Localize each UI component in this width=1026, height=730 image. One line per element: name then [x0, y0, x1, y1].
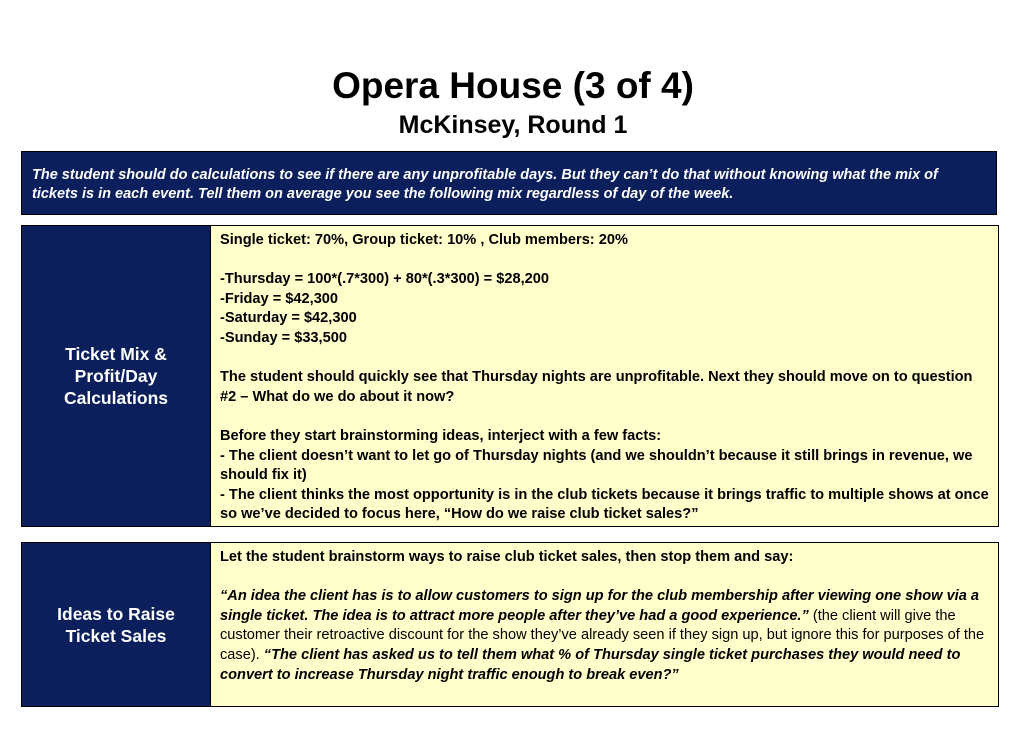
fact-item: - The client doesn’t want to let go of Thursday nights (and we shouldn’t because it still brings in revenue, we should fix it): [220, 447, 973, 484]
ticket-mix-text: Single ticket: 70%, Group ticket: 10% , Club members: 20%: [220, 232, 628, 248]
ideas-content: [210, 543, 998, 706]
instruction-banner: The student should do calculations to see if there are any unprofitable days. But they can’t do that without knowing what the mix of tickets is in each event. Tell them on average you see the following mix regardless of day of the week.: [21, 151, 997, 215]
client-note: (the client will give the customer their retroactive discount for the show they’ve already seen if they sign up, but ignore this for purposes of the case).: [220, 607, 985, 663]
ideas-intro: Let the student brainstorm ways to raise club ticket sales, then stop them and say:: [220, 549, 794, 565]
facts-intro: Before they start brainstorming ideas, interject with a few facts:: [220, 427, 662, 444]
calc-sunday: -Sunday = $33,500: [220, 329, 347, 346]
ideas-paragraph: [220, 587, 990, 685]
ticket-mix-content: [210, 226, 998, 526]
client-idea-quote: “An idea the client has is to allow customers to sign up for the club membership after viewing one show via a single ticket. The idea is to attract more people after they’ve had a good experience.”: [220, 588, 980, 624]
calc-saturday: -Saturday = $42,300: [220, 310, 357, 327]
ideas-label: Ideas to Raise Ticket Sales: [22, 543, 210, 706]
fact-item: - The client thinks the most opportunity is in the club tickets because it brings traffic to multiple shows at once so we’ve decided to focus here, “How do we raise club ticket sales?”: [220, 486, 989, 523]
page-subtitle: McKinsey, Round 1: [398, 111, 628, 139]
client-question-quote: “The client has asked us to tell them what % of Thursday single ticket purchases they would need to convert to increase Thursday night traffic enough to break even?”: [220, 646, 961, 683]
insight-text: The student should quickly see that Thursday nights are unprofitable. Next they should move on to question #2 – What do we do about it now?: [220, 369, 973, 405]
calc-friday: -Friday = $42,300: [220, 290, 339, 307]
calc-thursday: -Thursday = 100*(.7*300) + 80*(.3*300) = $28,200: [220, 271, 549, 288]
page-title: Opera House (3 of 4): [332, 65, 694, 106]
ticket-mix-label: Ticket Mix & Profit/Day Calculations: [22, 226, 210, 526]
ideas-section: [21, 542, 999, 707]
ticket-mix-section: [21, 225, 999, 527]
